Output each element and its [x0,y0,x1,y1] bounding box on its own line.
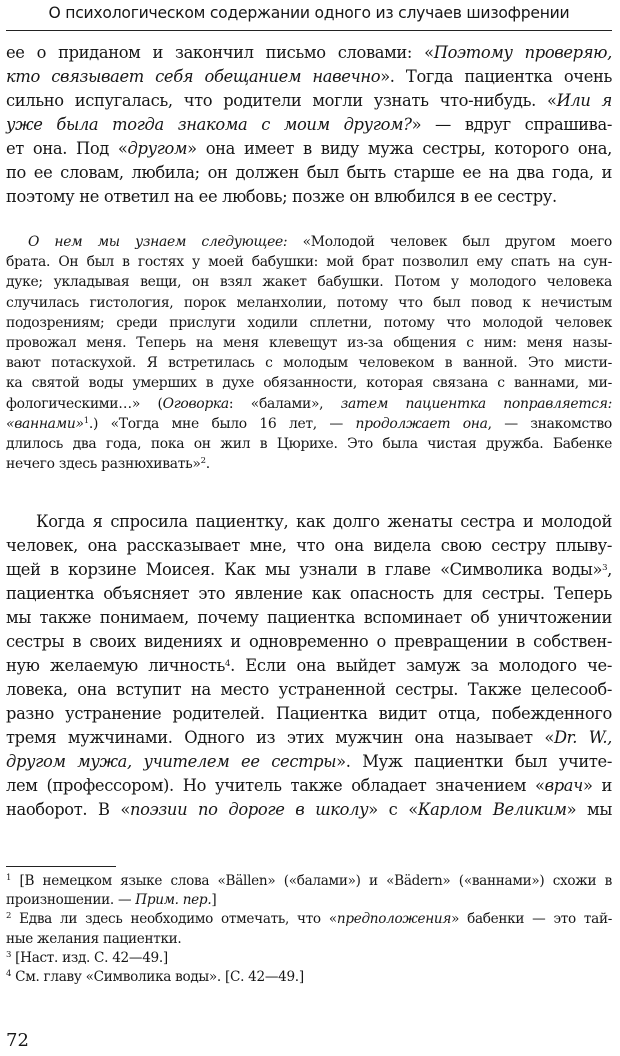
text-run: » с « [368,800,418,819]
italic-run: затем пациентка поправляется: [340,395,612,412]
footnote-ref: 2 [200,456,206,467]
text-line [6,454,612,474]
text-run: поэтому не ответил на ее любовь; позже он влюбился в ее сестру. [6,187,557,206]
text-run: случилась гистология, порок меланхолии, потому что был повод к нечистым [6,294,612,311]
text-line [6,313,612,333]
text-run: пациентка объясняет это явление как опасность для сестры. Теперь [6,584,612,603]
italic-run: предположения [336,911,452,928]
text-run: «Молодой человек был другом моего [287,234,612,250]
running-title: О психологическом содержании одного из случаев шизофрении [48,4,570,22]
text-run: провожал меня. Теперь на меня клевещут из-за общения с ним: меня назы- [6,334,612,351]
text-run: » мы [566,800,612,819]
text-line [6,434,612,454]
text-line [6,534,612,558]
footnotes [6,872,612,987]
text-run: наоборот. В « [6,800,131,819]
text-run: ». Муж пациентки был учите- [336,752,612,771]
italic-run: уже была тогда знакома с моим другом? [6,115,412,134]
text-line [6,394,612,414]
footnote-ref: 4 [225,659,231,669]
text-run: ет она. Под « [6,139,128,158]
text-run: Когда я спросила пациентку, как долго женаты сестра и молодой [36,512,612,531]
text-run: См. главу «Символика воды». [С. 42—49.] [11,968,304,985]
text-line [6,252,612,272]
text-run: произношении. — [6,892,136,909]
text-run: ка святой воды умерших в духе обязанности, которая связана с ваннами, ми- [6,375,612,392]
text-line [6,41,612,65]
text-line [6,606,612,630]
text-run: лем (профессором). Но учитель также обладает значением « [6,776,545,795]
text-line [6,949,612,968]
text-line [6,65,612,89]
text-run: сестры в своих видениях и одновременно о превращении в собствен- [6,632,612,651]
page-number: 72 [6,1030,29,1051]
text-run: ловека, она вступит на место устраненной сестры. Также целесооб- [6,680,612,699]
italic-run: другом мужа, учителем ее сестры [6,752,337,771]
italic-run: Карлом Великим [417,800,567,819]
text-run: . Если она выйдет замуж за молодого че- [230,656,612,675]
footnote-ref: 3 [6,949,12,960]
footnote-ref: 2 [6,911,12,922]
text-run: длилось два года, пока он жил в Цюрихе. Это была чистая дружба. Бабенке [6,435,612,452]
italic-run: О нем мы узнаем следующее: [28,234,288,250]
text-line [6,582,612,606]
text-line [6,930,612,949]
text-line [6,414,612,434]
text-line [6,185,612,209]
italic-run: Dr. W., [553,728,612,747]
italic-run: Оговорка [162,395,229,412]
text-line [6,891,612,910]
text-run: человек, она рассказывает мне, что она видела свою сестру плыву- [6,536,612,555]
text-line [6,137,612,161]
text-run: мы также понимаем, почему пациентка вспоминает об уничтожении [6,608,612,627]
text-line [6,726,612,750]
text-line [6,968,612,987]
text-line [6,702,612,726]
text-run: подозрениям; среди прислуги ходили сплетни, потому что молодой человек [6,314,612,331]
text-line [6,161,612,185]
text-run: брата. Он был в гостях у моей бабушки: мой брат позволил ему спать на сун- [6,254,612,271]
footnote-ref: 3 [602,563,608,573]
paragraph-2 [6,510,612,822]
text-run: ] [211,892,217,909]
text-run: [В немецком языке слова «Bällen» («балами») и «Bädern» («ваннами») схожи в [11,873,612,889]
text-run: дуке; укладывая вещи, он взял жакет бабушки. Потом у молодого человека [6,274,612,291]
text-line [6,510,612,534]
text-run: ную желаемую личность [6,656,226,675]
text-run: » она имеет в виду мужа сестры, которого она, [187,139,612,158]
text-run: : «балами», [228,395,341,412]
text-run: Едва ли здесь необходимо отмечать, что « [11,911,337,928]
footnote-rule [6,866,116,867]
italic-run: врач [544,776,583,795]
text-line [6,293,612,313]
text-line [6,654,612,678]
text-run: ные желания пациентки. [6,930,182,947]
text-line [6,630,612,654]
text-line [6,872,612,891]
italic-run: другом [127,139,188,158]
text-run: вают потаскухой. Я встретилась с молодым человеком в ванной. Это мисти- [6,355,612,372]
text-line [6,750,612,774]
text-run: нечего здесь разнюхивать» [6,456,201,473]
italic-run: Прим. пер. [135,892,212,909]
text-run: ». Тогда пациентка очень [380,67,613,86]
footnote-ref: 1 [83,415,89,426]
text-run: разно устранение родителей. Пациентка видит отца, побежденного [6,704,612,723]
text-line [6,113,612,137]
text-run: по ее словам, любила; он должен был быть старше ее на два года, и [6,163,612,182]
italic-run: кто связывает себя обещанием навечно [6,67,381,86]
text-run: .) «Тогда мне было 16 лет, — [88,415,356,432]
text-line [6,678,612,702]
text-run: , — знакомство [487,415,612,432]
text-line [6,353,612,373]
text-run: [Наст. изд. С. 42—49.] [11,949,168,966]
text-line [6,232,612,252]
italic-run: «ваннами» [6,415,84,432]
text-run: » и [582,776,612,795]
footnote-ref: 4 [6,968,12,979]
text-run: » — вдруг спрашива- [411,115,612,134]
footnote-ref: 1 [6,873,12,883]
italic-run: продолжает она [355,415,488,432]
text-line [6,272,612,292]
text-line [6,89,612,113]
text-run: . [205,456,210,473]
text-run: ее о приданом и закончил письмо словами: « [6,43,434,62]
text-line [6,333,612,353]
running-header [6,0,612,31]
text-run: , [607,560,612,579]
text-line [6,910,612,929]
text-line [6,774,612,798]
text-run: фологическими…» ( [6,395,163,412]
quote-block [6,232,612,474]
paragraph-1 [6,41,612,209]
text-line [6,558,612,582]
italic-run: Или я [556,91,612,110]
text-run: » бабенки — это тай- [451,911,612,928]
italic-run: поэзии по дороге в школу [130,800,369,819]
text-run: щей в корзине Моисея. Как мы узнали в главе «Символика воды» [6,560,603,579]
text-run: тремя мужчинами. Одного из этих мужчин она называет « [6,728,554,747]
text-run: сильно испугалась, что родители могли узнать что-нибудь. « [6,91,557,110]
text-line [6,798,612,822]
italic-run: Поэтому проверяю, [433,43,612,62]
text-line [6,373,612,393]
